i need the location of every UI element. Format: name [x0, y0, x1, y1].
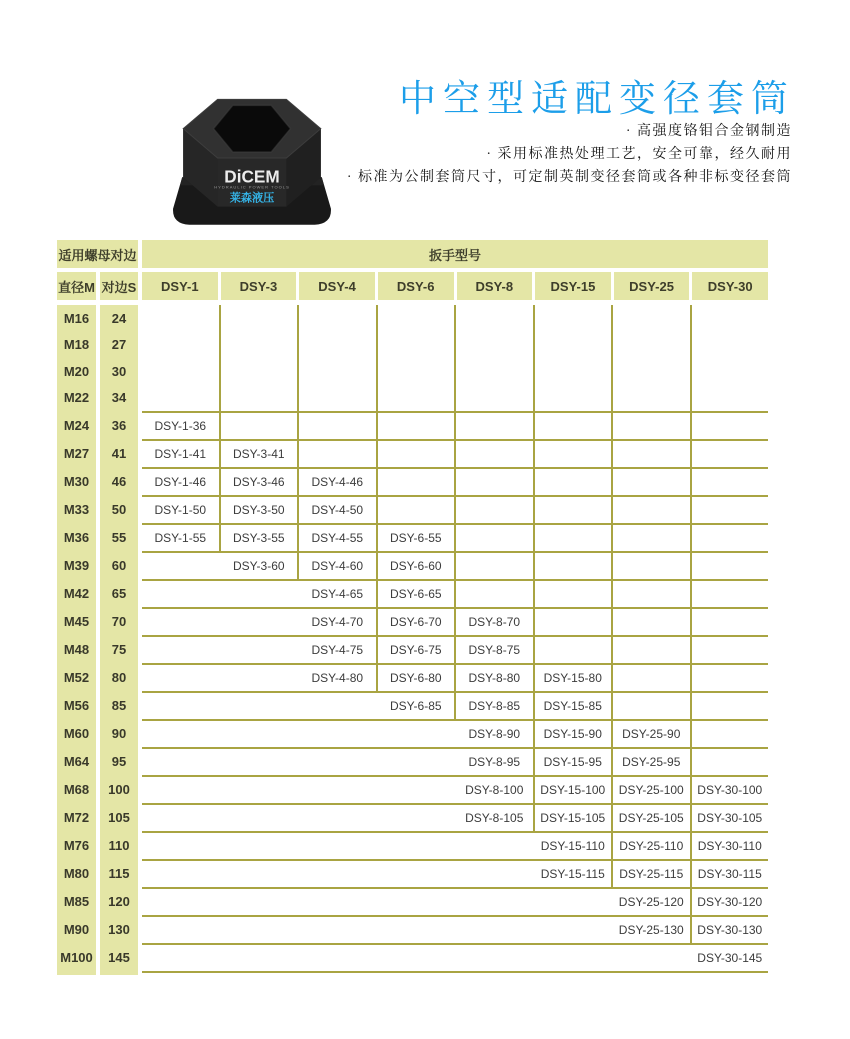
- hex-size-cell: 70: [111, 613, 127, 629]
- model-cell: [297, 358, 376, 385]
- product-bullets: [347, 120, 792, 189]
- bullet-text: 采用标准热处理工艺，安全可靠，经久耐用: [497, 147, 792, 162]
- model-cell: [142, 609, 219, 635]
- model-cell: DSY-3-41: [219, 441, 298, 467]
- grid-row: [142, 551, 768, 579]
- hex-size-cell: 36: [111, 417, 127, 433]
- model-cell: DSY-4-60: [297, 553, 376, 579]
- model-cell: [690, 385, 769, 412]
- model-cell: [297, 413, 376, 439]
- model-cell: DSY-6-70: [376, 609, 455, 635]
- hex-size-cell: 95: [111, 753, 127, 769]
- hex-size-cell: 65: [111, 585, 127, 601]
- nut-size-group-header: 适用螺母对边: [57, 240, 138, 268]
- model-cell: [219, 833, 298, 859]
- hex-size-cell: 30: [111, 363, 127, 379]
- model-cell: [376, 945, 455, 971]
- model-cell: [611, 665, 690, 691]
- grid-row: [142, 467, 768, 495]
- model-cell: [376, 385, 455, 412]
- model-cell: [533, 305, 612, 332]
- model-cell: [142, 777, 219, 803]
- model-cell: [297, 889, 376, 915]
- model-cell: [219, 945, 298, 971]
- diameter-cell: M42: [63, 585, 90, 601]
- model-cell: DSY-15-85: [533, 693, 612, 719]
- model-cell: [454, 581, 533, 607]
- model-cell: [454, 332, 533, 359]
- model-cell: [297, 332, 376, 359]
- model-cell: DSY-8-105: [465, 811, 524, 825]
- model-cell: [454, 469, 533, 495]
- model-cell: [376, 497, 455, 523]
- model-cell: DSY-8-75: [454, 637, 533, 663]
- model-cell: DSY-15-90: [533, 721, 612, 747]
- hex-size-cell: 105: [108, 809, 130, 825]
- diameter-cell: M45: [63, 613, 90, 629]
- bullet-item: [347, 120, 792, 143]
- column-header: DSY-25: [614, 272, 690, 300]
- model-cell: [690, 749, 769, 775]
- model-cell: [219, 861, 298, 887]
- model-cell: [219, 889, 298, 915]
- socket-illustration: [166, 76, 338, 236]
- model-cell: [376, 332, 455, 359]
- grid-row: [142, 523, 768, 551]
- model-cell: [533, 637, 612, 663]
- grid-row: [142, 775, 768, 803]
- model-cell: DSY-8-85: [454, 693, 533, 719]
- model-cell: DSY-8-80: [454, 665, 533, 691]
- model-cell: [142, 805, 219, 831]
- model-cell: DSY-25-130: [618, 923, 684, 937]
- model-cell: [690, 413, 769, 439]
- model-cell: [611, 413, 690, 439]
- grid-row: [142, 887, 768, 915]
- model-cell: [690, 637, 769, 663]
- model-cell: [611, 385, 690, 412]
- model-cell: [533, 525, 612, 551]
- hex-size-cell: 110: [108, 837, 130, 853]
- diameter-cell: M56: [63, 697, 90, 713]
- model-cell: DSY-1-46: [154, 475, 207, 489]
- model-cell: [611, 441, 690, 467]
- model-cell: DSY-15-110: [540, 839, 605, 853]
- hex-size-cell: 145: [108, 949, 130, 965]
- diameter-cell: M16: [63, 310, 90, 326]
- model-cell: [297, 385, 376, 412]
- model-cell: DSY-15-95: [533, 749, 612, 775]
- model-cell: [690, 721, 769, 747]
- diameter-cell: M72: [63, 809, 90, 825]
- column-header: DSY-8: [457, 272, 533, 300]
- model-cell: [611, 553, 690, 579]
- model-cell: [142, 332, 219, 359]
- model-cell: [611, 581, 690, 607]
- diameter-cell: M52: [63, 669, 90, 685]
- model-cell: DSY-8-70: [454, 609, 533, 635]
- model-cell: DSY-4-65: [311, 587, 364, 601]
- model-cell: [690, 497, 769, 523]
- hex-size-cell: 55: [111, 529, 127, 545]
- model-cell: [219, 749, 298, 775]
- model-cell: [219, 385, 298, 412]
- hex-size-cell: 90: [111, 725, 127, 741]
- model-cell: [297, 305, 376, 332]
- grid-row: [142, 385, 768, 412]
- model-cell: [219, 332, 298, 359]
- hex-size-cell: 46: [111, 473, 127, 489]
- model-cell: DSY-30-105: [690, 805, 769, 831]
- diameter-cell: M39: [63, 557, 90, 573]
- wrench-model-group-header: 扳手型号: [142, 240, 768, 268]
- model-cell: DSY-1-50: [154, 503, 207, 517]
- model-cell: DSY-15-100: [533, 777, 612, 803]
- model-cell: DSY-4-46: [297, 469, 376, 495]
- model-cell: [690, 358, 769, 385]
- model-cell: [611, 305, 690, 332]
- grid-row: [142, 719, 768, 747]
- model-cell: [454, 553, 533, 579]
- model-cell: [533, 889, 612, 915]
- diameter-cell: M100: [60, 949, 93, 965]
- model-cell: [219, 609, 298, 635]
- model-cell: DSY-3-46: [219, 469, 298, 495]
- model-cell: [376, 441, 455, 467]
- diameter-cell: M22: [63, 390, 90, 406]
- grid-row: [142, 747, 768, 775]
- model-cell: [533, 469, 612, 495]
- bullet-dot: ·: [486, 147, 493, 162]
- model-cell: [297, 861, 376, 887]
- model-grid: [142, 305, 768, 973]
- brand-logo-subtext: HYDRAULIC POWER TOOLS: [214, 184, 290, 190]
- model-cell: [219, 637, 298, 663]
- diameter-cell: M90: [63, 921, 90, 937]
- model-cell: DSY-3-50: [219, 497, 298, 523]
- model-cell: [454, 917, 533, 943]
- model-cell: DSY-3-60: [232, 559, 285, 573]
- model-cell: [376, 358, 455, 385]
- hex-size-column-header: 对边S: [100, 272, 138, 300]
- model-cell: DSY-1-41: [154, 447, 207, 461]
- model-cell: [142, 385, 219, 412]
- model-cell: [533, 441, 612, 467]
- model-cell: [219, 358, 298, 385]
- model-cell: [611, 693, 690, 719]
- grid-row: [142, 635, 768, 663]
- model-cell: [454, 358, 533, 385]
- model-cell: DSY-25-100: [611, 777, 690, 803]
- column-header: DSY-1: [142, 272, 218, 300]
- brand-logo: DiCEM: [224, 166, 280, 187]
- model-cell: DSY-6-60: [376, 553, 455, 579]
- model-cell: [454, 305, 533, 332]
- model-cell: [219, 413, 298, 439]
- diameter-cell: M27: [63, 445, 90, 461]
- model-cell: [376, 861, 455, 887]
- hex-size-cell: 27: [111, 337, 127, 353]
- model-cell: [142, 581, 219, 607]
- model-cell: [376, 721, 455, 747]
- model-cell: [454, 525, 533, 551]
- model-cell: DSY-25-90: [611, 721, 690, 747]
- hex-size-cell: 115: [108, 865, 130, 881]
- diameter-cell: M80: [63, 865, 90, 881]
- model-cell: DSY-30-145: [697, 951, 763, 965]
- model-cell: DSY-15-105: [533, 805, 612, 831]
- model-cell: [533, 385, 612, 412]
- model-cell: DSY-4-50: [297, 497, 376, 523]
- model-cell: [297, 693, 376, 719]
- model-cell: DSY-25-120: [618, 895, 684, 909]
- model-cell: [690, 609, 769, 635]
- model-cell: [454, 441, 533, 467]
- model-cell: DSY-1-55: [154, 531, 207, 545]
- model-cell: DSY-6-55: [376, 525, 455, 551]
- model-cell: [533, 413, 612, 439]
- model-cell: [611, 358, 690, 385]
- bullet-text: 标准为公制套筒尺寸，可定制英制变径套筒或各种非标变径套筒: [358, 170, 792, 185]
- grid-row: [142, 411, 768, 439]
- model-cell: [454, 385, 533, 412]
- grid-row: [142, 358, 768, 385]
- model-cell: DSY-25-115: [611, 861, 690, 887]
- model-cell: [690, 441, 769, 467]
- model-cell: DSY-30-120: [690, 889, 769, 915]
- grid-row: [142, 305, 768, 332]
- model-cell: [297, 441, 376, 467]
- grid-row: [142, 439, 768, 467]
- model-cell: [454, 497, 533, 523]
- model-cell: [376, 917, 455, 943]
- grid-row: [142, 332, 768, 359]
- model-cell: [533, 332, 612, 359]
- model-cell: [297, 777, 376, 803]
- model-cell: [219, 305, 298, 332]
- grid-row: [142, 579, 768, 607]
- model-cell: [297, 917, 376, 943]
- model-cell: [219, 665, 298, 691]
- model-cell: DSY-4-75: [311, 643, 364, 657]
- column-header: DSY-6: [378, 272, 454, 300]
- model-cell: DSY-30-110: [690, 833, 769, 859]
- diameter-cell: M20: [63, 363, 90, 379]
- grid-row: [142, 915, 768, 943]
- model-cell: DSY-8-90: [468, 727, 521, 741]
- model-cell: [454, 945, 533, 971]
- model-cell: [142, 889, 219, 915]
- model-cell: [690, 693, 769, 719]
- diameter-cell: M18: [63, 337, 90, 353]
- model-cell: [142, 917, 219, 943]
- model-cell: [690, 332, 769, 359]
- grid-row: [142, 663, 768, 691]
- model-cell: [297, 749, 376, 775]
- model-cell: [690, 525, 769, 551]
- model-cell: [690, 665, 769, 691]
- hex-size-cell: 75: [111, 641, 127, 657]
- hex-size-cell: 80: [111, 669, 127, 685]
- model-cell: DSY-6-85: [389, 699, 442, 713]
- model-cell: DSY-15-115: [540, 867, 605, 881]
- model-cell: [142, 945, 219, 971]
- diameter-cell: M76: [63, 837, 90, 853]
- model-cell: [142, 749, 219, 775]
- model-cell: [376, 805, 455, 831]
- column-header: DSY-30: [692, 272, 768, 300]
- model-cell: [142, 861, 219, 887]
- bullet-item: [347, 143, 792, 166]
- diameter-cell: M60: [63, 725, 90, 741]
- grid-row: [142, 691, 768, 719]
- grid-row: [142, 803, 768, 831]
- model-cell: [533, 917, 612, 943]
- model-cell: DSY-4-55: [297, 525, 376, 551]
- diameter-column: [57, 305, 96, 975]
- model-column-headers: [142, 272, 768, 300]
- model-cell: [376, 305, 455, 332]
- diameter-column-header: 直径M: [57, 272, 96, 300]
- model-cell: [611, 609, 690, 635]
- grid-row: [142, 607, 768, 635]
- hex-size-cell: 41: [111, 445, 127, 461]
- model-cell: [690, 469, 769, 495]
- diameter-cell: M85: [63, 893, 90, 909]
- model-cell: DSY-4-80: [311, 671, 364, 685]
- diameter-cell: M68: [63, 781, 90, 797]
- bullet-dot: ·: [346, 170, 353, 185]
- model-cell: [690, 305, 769, 332]
- model-cell: [533, 581, 612, 607]
- diameter-cell: M64: [63, 753, 90, 769]
- model-cell: [690, 581, 769, 607]
- model-cell: [611, 525, 690, 551]
- model-cell: [454, 413, 533, 439]
- model-cell: [376, 777, 455, 803]
- model-cell: DSY-6-80: [376, 665, 455, 691]
- model-cell: [376, 749, 455, 775]
- model-cell: DSY-8-100: [465, 783, 524, 797]
- model-cell: [297, 805, 376, 831]
- model-cell: [142, 833, 219, 859]
- diameter-cell: M36: [63, 529, 90, 545]
- model-cell: DSY-15-80: [533, 665, 612, 691]
- model-cell: [533, 497, 612, 523]
- hex-size-cell: 24: [111, 310, 127, 326]
- model-cell: [142, 358, 219, 385]
- hex-size-cell: 50: [111, 501, 127, 517]
- diameter-cell: M48: [63, 641, 90, 657]
- model-cell: DSY-30-100: [690, 777, 769, 803]
- model-cell: [611, 332, 690, 359]
- model-cell: DSY-6-75: [376, 637, 455, 663]
- hex-size-cell: 60: [111, 557, 127, 573]
- model-cell: [219, 721, 298, 747]
- model-cell: DSY-4-70: [311, 615, 364, 629]
- model-cell: DSY-3-55: [219, 525, 298, 551]
- model-cell: [454, 833, 533, 859]
- model-cell: [454, 889, 533, 915]
- model-cell: [533, 358, 612, 385]
- product-photo: [166, 76, 338, 236]
- bullet-dot: ·: [625, 124, 632, 139]
- model-cell: [142, 637, 219, 663]
- model-cell: DSY-25-105: [611, 805, 690, 831]
- column-header: DSY-4: [299, 272, 375, 300]
- model-cell: [611, 637, 690, 663]
- model-cell: [611, 469, 690, 495]
- column-header: DSY-3: [221, 272, 297, 300]
- diameter-cell: M30: [63, 473, 90, 489]
- model-cell: [142, 553, 219, 579]
- model-cell: [219, 777, 298, 803]
- hex-size-cell: 85: [111, 697, 127, 713]
- model-cell: [219, 693, 298, 719]
- model-cell: [533, 553, 612, 579]
- model-cell: [219, 581, 298, 607]
- bullet-text: 高强度铬钼合金钢制造: [637, 124, 792, 139]
- model-cell: DSY-30-115: [690, 861, 769, 887]
- model-cell: [219, 805, 298, 831]
- model-cell: [376, 413, 455, 439]
- model-cell: [142, 305, 219, 332]
- hex-size-cell: 100: [108, 781, 130, 797]
- model-cell: [376, 469, 455, 495]
- grid-row: [142, 495, 768, 523]
- hex-size-cell: 34: [111, 390, 127, 406]
- model-cell: DSY-6-65: [376, 581, 455, 607]
- hex-size-column: [100, 305, 138, 975]
- grid-row: [142, 831, 768, 859]
- brand-logo-chinese: 莱森液压: [229, 192, 275, 205]
- model-cell: DSY-1-36: [154, 419, 207, 433]
- model-cell: [142, 665, 219, 691]
- model-cell: [533, 945, 612, 971]
- hex-size-cell: 120: [108, 893, 130, 909]
- bullet-item: [347, 166, 792, 189]
- model-cell: [297, 945, 376, 971]
- grid-row: [142, 943, 768, 971]
- diameter-cell: M24: [63, 417, 90, 433]
- model-cell: [376, 889, 455, 915]
- model-cell: [690, 553, 769, 579]
- model-cell: [297, 721, 376, 747]
- model-cell: [376, 833, 455, 859]
- model-cell: [297, 833, 376, 859]
- model-cell: [142, 721, 219, 747]
- model-cell: [533, 609, 612, 635]
- diameter-cell: M33: [63, 501, 90, 517]
- model-cell: [142, 693, 219, 719]
- model-cell: DSY-8-95: [468, 755, 521, 769]
- model-cell: [454, 861, 533, 887]
- hex-size-cell: 130: [108, 921, 130, 937]
- page-title: 中空型适配变径套筒: [399, 79, 795, 120]
- model-cell: [611, 497, 690, 523]
- model-cell: DSY-30-130: [690, 917, 769, 943]
- model-cell: DSY-25-110: [611, 833, 690, 859]
- model-cell: DSY-25-95: [611, 749, 690, 775]
- column-header: DSY-15: [535, 272, 611, 300]
- grid-row: [142, 859, 768, 887]
- model-cell: [219, 917, 298, 943]
- model-cell: [611, 945, 690, 971]
